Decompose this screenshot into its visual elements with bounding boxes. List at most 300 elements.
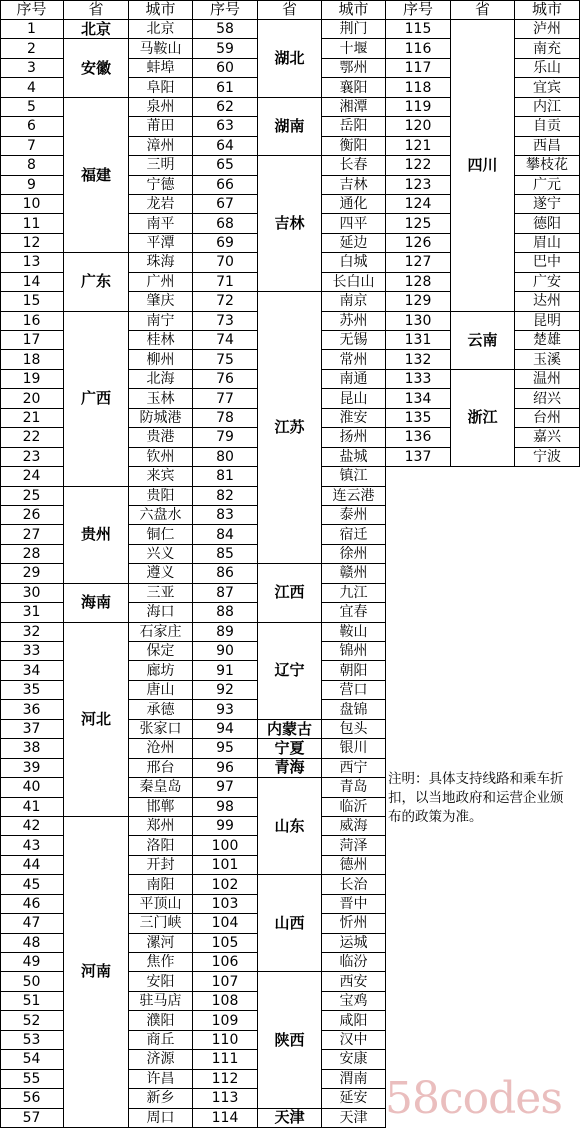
city-cell: 西昌	[515, 137, 580, 156]
city-cell: 锦州	[322, 642, 386, 661]
index-cell: 74	[193, 331, 258, 350]
city-cell: 安阳	[129, 972, 193, 991]
province-cell: 山西	[258, 875, 322, 972]
province-cell: 北京	[64, 20, 129, 39]
index-cell: 89	[193, 623, 258, 642]
index-cell: 115	[386, 20, 451, 39]
city-cell: 昆山	[322, 389, 386, 408]
index-cell: 136	[386, 428, 451, 447]
header-index: 序号	[386, 0, 451, 20]
index-cell: 107	[193, 972, 258, 991]
province-cell: 天津	[258, 1109, 322, 1128]
index-cell: 57	[0, 1109, 64, 1128]
province-cell: 贵州	[64, 487, 129, 584]
index-cell: 64	[193, 137, 258, 156]
city-cell: 十堰	[322, 39, 386, 58]
index-cell: 92	[193, 681, 258, 700]
city-cell: 淮安	[322, 409, 386, 428]
city-cell: 焦作	[129, 953, 193, 972]
index-cell: 66	[193, 176, 258, 195]
city-cell: 钦州	[129, 448, 193, 467]
city-cell: 四平	[322, 214, 386, 233]
index-cell: 81	[193, 467, 258, 486]
index-cell: 23	[0, 448, 64, 467]
province-cell: 浙江	[451, 370, 515, 467]
index-cell: 55	[0, 1070, 64, 1089]
watermark: 58codes	[385, 1073, 562, 1124]
city-cell: 延安	[322, 1089, 386, 1108]
city-cell: 三明	[129, 156, 193, 175]
city-cell: 达州	[515, 292, 580, 311]
index-cell: 19	[0, 370, 64, 389]
city-cell: 德州	[322, 856, 386, 875]
index-cell: 45	[0, 875, 64, 894]
index-cell: 79	[193, 428, 258, 447]
index-cell: 17	[0, 331, 64, 350]
index-cell: 82	[193, 487, 258, 506]
header-province: 省	[64, 0, 129, 20]
city-cell: 商丘	[129, 1031, 193, 1050]
province-cell: 广东	[64, 253, 129, 311]
index-cell: 121	[386, 137, 451, 156]
province-cell: 宁夏	[258, 739, 322, 758]
index-cell: 20	[0, 389, 64, 408]
index-cell: 39	[0, 759, 64, 778]
city-cell: 阜阳	[129, 78, 193, 97]
city-cell: 通化	[322, 195, 386, 214]
index-cell: 34	[0, 661, 64, 680]
city-cell: 唐山	[129, 681, 193, 700]
index-cell: 71	[193, 273, 258, 292]
index-cell: 104	[193, 914, 258, 933]
city-cell: 银川	[322, 739, 386, 758]
index-cell: 69	[193, 234, 258, 253]
province-cell: 四川	[451, 20, 515, 312]
index-cell: 11	[0, 214, 64, 233]
index-cell: 58	[193, 20, 258, 39]
city-cell: 长白山	[322, 273, 386, 292]
index-cell: 14	[0, 273, 64, 292]
city-cell: 嘉兴	[515, 428, 580, 447]
index-cell: 44	[0, 856, 64, 875]
city-cell: 鄂州	[322, 59, 386, 78]
header-index: 序号	[0, 0, 64, 20]
index-cell: 114	[193, 1109, 258, 1128]
index-cell: 62	[193, 98, 258, 117]
city-cell: 新乡	[129, 1089, 193, 1108]
province-cell: 福建	[64, 98, 129, 254]
city-cell: 晋中	[322, 895, 386, 914]
city-cell: 龙岩	[129, 195, 193, 214]
city-cell: 威海	[322, 817, 386, 836]
city-cell: 贵阳	[129, 487, 193, 506]
city-cell: 广安	[515, 273, 580, 292]
city-cell: 三亚	[129, 584, 193, 603]
index-cell: 131	[386, 331, 451, 350]
province-cell: 湖北	[258, 20, 322, 98]
city-cell: 西安	[322, 972, 386, 991]
index-cell: 16	[0, 312, 64, 331]
index-cell: 54	[0, 1050, 64, 1069]
city-cell: 承德	[129, 700, 193, 719]
index-cell: 73	[193, 312, 258, 331]
city-cell: 巴中	[515, 253, 580, 272]
index-cell: 75	[193, 350, 258, 369]
index-cell: 99	[193, 817, 258, 836]
city-cell: 昆明	[515, 312, 580, 331]
city-cell: 延边	[322, 234, 386, 253]
city-cell: 平顶山	[129, 895, 193, 914]
header-province: 省	[451, 0, 515, 20]
index-cell: 77	[193, 389, 258, 408]
province-cell: 青海	[258, 759, 322, 778]
city-cell: 常州	[322, 350, 386, 369]
city-cell: 周口	[129, 1109, 193, 1128]
city-cell: 长春	[322, 156, 386, 175]
index-cell: 76	[193, 370, 258, 389]
index-cell: 87	[193, 584, 258, 603]
index-cell: 135	[386, 409, 451, 428]
index-cell: 91	[193, 661, 258, 680]
city-cell: 遵义	[129, 564, 193, 583]
city-cell: 海口	[129, 603, 193, 622]
index-cell: 40	[0, 778, 64, 797]
index-cell: 124	[386, 195, 451, 214]
index-cell: 31	[0, 603, 64, 622]
city-cell: 来宾	[129, 467, 193, 486]
index-cell: 5	[0, 98, 64, 117]
province-cell: 辽宁	[258, 623, 322, 720]
city-cell: 临汾	[322, 953, 386, 972]
index-cell: 59	[193, 39, 258, 58]
index-cell: 101	[193, 856, 258, 875]
city-cell: 保定	[129, 642, 193, 661]
index-cell: 113	[193, 1089, 258, 1108]
city-cell: 北京	[129, 20, 193, 39]
index-cell: 111	[193, 1050, 258, 1069]
city-cell: 盐城	[322, 448, 386, 467]
city-cell: 三门峡	[129, 914, 193, 933]
policy-note: 注明：具体支持线路和乘车折扣，以当地政府和运营企业颁布的政策为准。	[388, 771, 564, 825]
city-cell: 马鞍山	[129, 39, 193, 58]
city-cell: 石家庄	[129, 623, 193, 642]
city-cell: 鞍山	[322, 623, 386, 642]
city-cell: 张家口	[129, 720, 193, 739]
city-cell: 朝阳	[322, 661, 386, 680]
city-cell: 楚雄	[515, 331, 580, 350]
city-cell: 荆门	[322, 20, 386, 39]
city-cell: 乐山	[515, 59, 580, 78]
index-cell: 102	[193, 875, 258, 894]
city-cell: 连云港	[322, 487, 386, 506]
index-cell: 117	[386, 59, 451, 78]
index-cell: 43	[0, 836, 64, 855]
city-cell: 吉林	[322, 176, 386, 195]
index-cell: 32	[0, 623, 64, 642]
index-cell: 63	[193, 117, 258, 136]
city-cell: 玉溪	[515, 350, 580, 369]
index-cell: 29	[0, 564, 64, 583]
index-cell: 12	[0, 234, 64, 253]
index-cell: 100	[193, 836, 258, 855]
city-cell: 宜春	[322, 603, 386, 622]
index-cell: 129	[386, 292, 451, 311]
city-cell: 平潭	[129, 234, 193, 253]
province-cell: 海南	[64, 584, 129, 623]
index-cell: 86	[193, 564, 258, 583]
index-cell: 9	[0, 176, 64, 195]
city-cell: 安康	[322, 1050, 386, 1069]
index-cell: 8	[0, 156, 64, 175]
index-cell: 108	[193, 992, 258, 1011]
city-cell: 漯河	[129, 934, 193, 953]
index-cell: 52	[0, 1011, 64, 1030]
city-cell: 玉林	[129, 389, 193, 408]
province-cell: 内蒙古	[258, 720, 322, 739]
index-cell: 48	[0, 934, 64, 953]
city-cell: 漳州	[129, 137, 193, 156]
index-cell: 128	[386, 273, 451, 292]
index-cell: 84	[193, 525, 258, 544]
city-cell: 泰州	[322, 506, 386, 525]
city-cell: 咸阳	[322, 1011, 386, 1030]
index-cell: 109	[193, 1011, 258, 1030]
index-cell: 122	[386, 156, 451, 175]
index-cell: 119	[386, 98, 451, 117]
province-cell: 吉林	[258, 156, 322, 292]
index-cell: 97	[193, 778, 258, 797]
index-cell: 112	[193, 1070, 258, 1089]
index-cell: 2	[0, 39, 64, 58]
city-cell: 自贡	[515, 117, 580, 136]
index-cell: 116	[386, 39, 451, 58]
index-cell: 46	[0, 895, 64, 914]
city-cell: 泉州	[129, 98, 193, 117]
city-cell: 秦皇岛	[129, 778, 193, 797]
city-cell: 天津	[322, 1109, 386, 1128]
city-cell: 广元	[515, 176, 580, 195]
index-cell: 26	[0, 506, 64, 525]
index-cell: 47	[0, 914, 64, 933]
index-cell: 94	[193, 720, 258, 739]
city-cell: 遂宁	[515, 195, 580, 214]
city-cell: 许昌	[129, 1070, 193, 1089]
city-cell: 湘潭	[322, 98, 386, 117]
province-cell: 安徽	[64, 39, 129, 97]
index-cell: 96	[193, 759, 258, 778]
city-cell: 徐州	[322, 545, 386, 564]
city-cell: 铜仁	[129, 525, 193, 544]
province-cell: 河南	[64, 817, 129, 1128]
city-cell: 柳州	[129, 350, 193, 369]
index-cell: 3	[0, 59, 64, 78]
city-cell: 南充	[515, 39, 580, 58]
city-cell: 营口	[322, 681, 386, 700]
city-cell: 宝鸡	[322, 992, 386, 1011]
index-cell: 120	[386, 117, 451, 136]
city-cell: 绍兴	[515, 389, 580, 408]
city-cell: 台州	[515, 409, 580, 428]
city-cell: 沧州	[129, 739, 193, 758]
province-cell: 江苏	[258, 292, 322, 564]
header-city: 城市	[322, 0, 386, 20]
city-cell: 南京	[322, 292, 386, 311]
city-cell: 苏州	[322, 312, 386, 331]
city-cell: 邯郸	[129, 798, 193, 817]
city-cell: 镇江	[322, 467, 386, 486]
city-cell: 白城	[322, 253, 386, 272]
index-cell: 103	[193, 895, 258, 914]
index-cell: 85	[193, 545, 258, 564]
index-cell: 67	[193, 195, 258, 214]
index-cell: 137	[386, 448, 451, 467]
city-cell: 襄阳	[322, 78, 386, 97]
index-cell: 28	[0, 545, 64, 564]
city-cell: 济源	[129, 1050, 193, 1069]
city-cell: 蚌埠	[129, 59, 193, 78]
city-cell: 防城港	[129, 409, 193, 428]
city-cell: 德阳	[515, 214, 580, 233]
city-cell: 菏泽	[322, 836, 386, 855]
city-cell: 温州	[515, 370, 580, 389]
index-cell: 50	[0, 972, 64, 991]
index-cell: 83	[193, 506, 258, 525]
city-cell: 廊坊	[129, 661, 193, 680]
index-cell: 15	[0, 292, 64, 311]
index-cell: 25	[0, 487, 64, 506]
index-cell: 61	[193, 78, 258, 97]
index-cell: 38	[0, 739, 64, 758]
city-cell: 泸州	[515, 20, 580, 39]
city-cell: 西宁	[322, 759, 386, 778]
province-cell: 湖南	[258, 98, 322, 156]
city-cell: 北海	[129, 370, 193, 389]
index-cell: 133	[386, 370, 451, 389]
index-cell: 130	[386, 312, 451, 331]
city-cell: 驻马店	[129, 992, 193, 1011]
index-cell: 118	[386, 78, 451, 97]
index-cell: 18	[0, 350, 64, 369]
index-cell: 134	[386, 389, 451, 408]
province-cell: 广西	[64, 312, 129, 487]
index-cell: 7	[0, 137, 64, 156]
index-cell: 65	[193, 156, 258, 175]
city-cell: 眉山	[515, 234, 580, 253]
city-cell: 宜宾	[515, 78, 580, 97]
index-cell: 90	[193, 642, 258, 661]
index-cell: 56	[0, 1089, 64, 1108]
index-cell: 110	[193, 1031, 258, 1050]
city-cell: 濮阳	[129, 1011, 193, 1030]
index-cell: 4	[0, 78, 64, 97]
index-cell: 88	[193, 603, 258, 622]
index-cell: 24	[0, 467, 64, 486]
index-cell: 30	[0, 584, 64, 603]
index-cell: 33	[0, 642, 64, 661]
province-cell: 江西	[258, 564, 322, 622]
index-cell: 36	[0, 700, 64, 719]
index-cell: 93	[193, 700, 258, 719]
city-cell: 包头	[322, 720, 386, 739]
index-cell: 60	[193, 59, 258, 78]
index-cell: 106	[193, 953, 258, 972]
city-cell: 南阳	[129, 875, 193, 894]
index-cell: 35	[0, 681, 64, 700]
city-cell: 临沂	[322, 798, 386, 817]
header-city: 城市	[129, 0, 193, 20]
city-cell: 南宁	[129, 312, 193, 331]
city-cell: 忻州	[322, 914, 386, 933]
index-cell: 22	[0, 428, 64, 447]
city-cell: 广州	[129, 273, 193, 292]
city-cell: 珠海	[129, 253, 193, 272]
city-cell: 九江	[322, 584, 386, 603]
city-cell: 渭南	[322, 1070, 386, 1089]
city-cell: 开封	[129, 856, 193, 875]
province-cell: 云南	[451, 312, 515, 370]
city-cell: 南平	[129, 214, 193, 233]
index-cell: 72	[193, 292, 258, 311]
province-cell: 陕西	[258, 972, 322, 1108]
index-cell: 70	[193, 253, 258, 272]
index-cell: 126	[386, 234, 451, 253]
index-cell: 13	[0, 253, 64, 272]
index-cell: 95	[193, 739, 258, 758]
city-cell: 兴义	[129, 545, 193, 564]
city-cell: 郑州	[129, 817, 193, 836]
index-cell: 132	[386, 350, 451, 369]
index-cell: 78	[193, 409, 258, 428]
index-cell: 68	[193, 214, 258, 233]
index-cell: 53	[0, 1031, 64, 1050]
index-cell: 98	[193, 798, 258, 817]
city-cell: 长治	[322, 875, 386, 894]
header-province: 省	[258, 0, 322, 20]
city-cell: 六盘水	[129, 506, 193, 525]
index-cell: 123	[386, 176, 451, 195]
header-index: 序号	[193, 0, 258, 20]
index-cell: 37	[0, 720, 64, 739]
index-cell: 27	[0, 525, 64, 544]
city-cell: 运城	[322, 934, 386, 953]
city-cell: 宁德	[129, 176, 193, 195]
city-cell: 无锡	[322, 331, 386, 350]
city-cell: 宁波	[515, 448, 580, 467]
index-cell: 127	[386, 253, 451, 272]
index-cell: 1	[0, 20, 64, 39]
city-cell: 莆田	[129, 117, 193, 136]
city-cell: 衡阳	[322, 137, 386, 156]
index-cell: 21	[0, 409, 64, 428]
province-cell: 河北	[64, 623, 129, 817]
index-cell: 125	[386, 214, 451, 233]
city-cell: 肇庆	[129, 292, 193, 311]
index-cell: 49	[0, 953, 64, 972]
index-cell: 41	[0, 798, 64, 817]
city-cell: 盘锦	[322, 700, 386, 719]
city-cell: 赣州	[322, 564, 386, 583]
city-cell: 汉中	[322, 1031, 386, 1050]
city-cell: 攀枝花	[515, 156, 580, 175]
index-cell: 105	[193, 934, 258, 953]
city-cell: 邢台	[129, 759, 193, 778]
index-cell: 42	[0, 817, 64, 836]
city-cell: 内江	[515, 98, 580, 117]
index-cell: 6	[0, 117, 64, 136]
index-cell: 51	[0, 992, 64, 1011]
header-city: 城市	[515, 0, 580, 20]
city-cell: 南通	[322, 370, 386, 389]
